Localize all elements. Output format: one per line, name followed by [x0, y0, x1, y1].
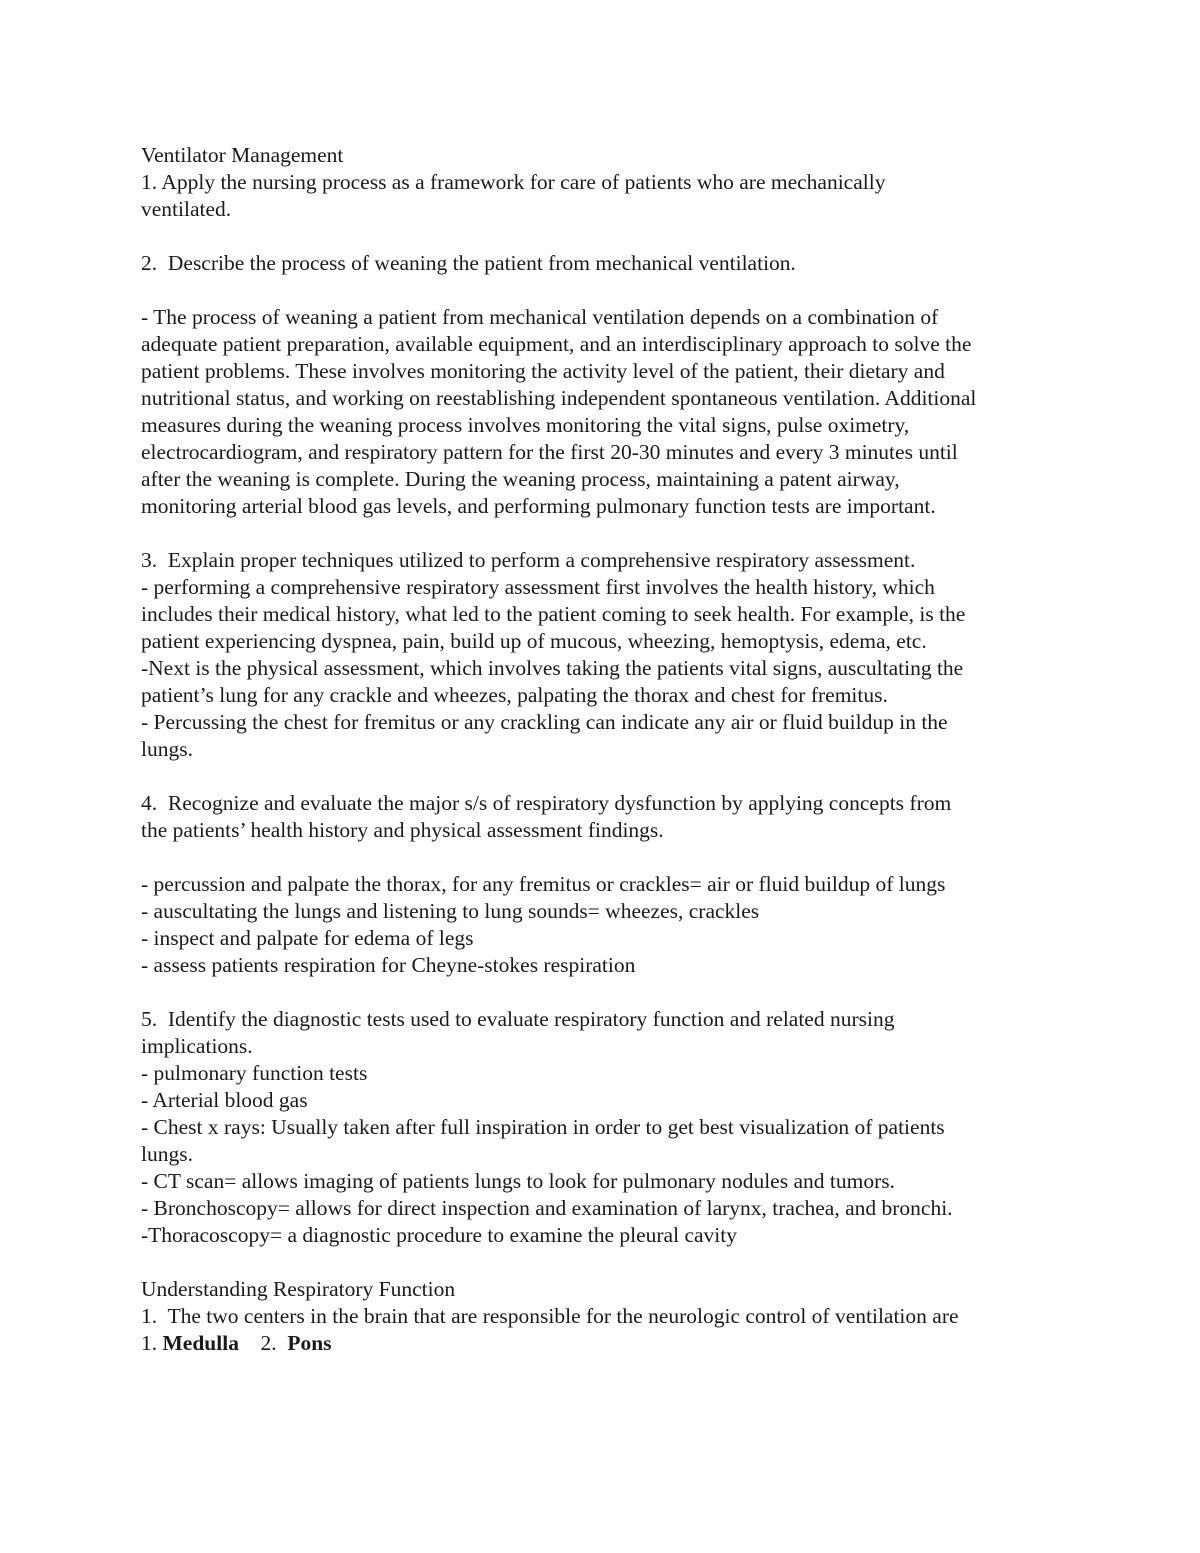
answer-3-line-3: patient experiencing dyspnea, pain, build up of mucous, wheezing, hemoptysis, edema, etc.	[141, 629, 927, 653]
answer-5-line-1: - pulmonary function tests	[141, 1061, 368, 1085]
answer-3-line-4: -Next is the physical assessment, which involves taking the patients vital signs, auscultating the	[141, 656, 964, 680]
section-2-answer-line	[141, 1330, 1080, 1357]
answer-5-line-7: -Thoracoscopy= a diagnostic procedure to examine the pleural cavity	[141, 1223, 737, 1247]
section-heading-ventilator-management: Ventilator Management	[141, 143, 344, 167]
question-1-line-2: ventilated.	[141, 197, 232, 221]
question-5-line-1: 5. Identify the diagnostic tests used to evaluate respiratory function and related nursing	[141, 1007, 895, 1031]
answer-3-line-6: - Percussing the chest for fremitus or any crackling can indicate any air or fluid buildup in the	[141, 710, 948, 734]
question-2: 2. Describe the process of weaning the patient from mechanical ventilation.	[141, 251, 796, 275]
answer-2-line-6: electrocardiogram, and respiratory pattern for the first 20-30 minutes and every 3 minutes until	[141, 440, 958, 464]
answer-5-line-4: lungs.	[141, 1142, 193, 1166]
answer-5-line-2: - Arterial blood gas	[141, 1088, 308, 1112]
answer-5-line-5: - CT scan= allows imaging of patients lungs to look for pulmonary nodules and tumors.	[141, 1169, 895, 1193]
answer-3-line-2: includes their medical history, what led to the patient coming to seek health. For example, is the	[141, 602, 966, 626]
blank-line	[141, 223, 1080, 250]
answer-4-line-2: - auscultating the lungs and listening to lung sounds= wheezes, crackles	[141, 899, 760, 923]
blank-line	[141, 844, 1080, 871]
answer-2-line-1: - The process of weaning a patient from mechanical ventilation depends on a combination of	[141, 305, 939, 329]
answer-3-line-5: patient’s lung for any crackle and wheezes, palpating the thorax and chest for fremitus.	[141, 683, 888, 707]
answer-4-line-1: - percussion and palpate the thorax, for any fremitus or crackles= air or fluid buildup of lungs	[141, 872, 946, 896]
blank-line	[141, 979, 1080, 1006]
answer-2-line-8: monitoring arterial blood gas levels, and performing pulmonary function tests are important.	[141, 494, 936, 518]
blank-line	[141, 277, 1080, 304]
answer-3-line-1: - performing a comprehensive respiratory assessment first involves the health history, which	[141, 575, 935, 599]
question-1-line-1: 1. Apply the nursing process as a framework for care of patients who are mechanically	[141, 170, 886, 194]
answer-2-line-3: patient problems. These involves monitoring the activity level of the patient, their dietary and	[141, 359, 945, 383]
answer-2-line-5: measures during the weaning process involves monitoring the vital signs, pulse oximetry,	[141, 413, 910, 437]
answer-pons: Pons	[287, 1331, 332, 1355]
answer-5-line-3: - Chest x rays: Usually taken after full inspiration in order to get best visualization of patients	[141, 1115, 945, 1139]
blank-line	[141, 1249, 1080, 1276]
answer-medulla: Medulla	[162, 1331, 239, 1355]
section-heading-respiratory-function: Understanding Respiratory Function	[141, 1277, 456, 1301]
answer-5-line-6: - Bronchoscopy= allows for direct inspection and examination of larynx, trachea, and bronchi.	[141, 1196, 953, 1220]
answer-4-line-3: - inspect and palpate for edema of legs	[141, 926, 474, 950]
answer-2-line-7: after the weaning is complete. During the weaning process, maintaining a patent airway,	[141, 467, 900, 491]
answer-prefix-2: 2.	[238, 1331, 288, 1355]
answer-4-line-4: - assess patients respiration for Cheyne-stokes respiration	[141, 953, 636, 977]
question-3: 3. Explain proper techniques utilized to perform a comprehensive respiratory assessment.	[141, 548, 916, 572]
section-2-question-1: 1. The two centers in the brain that are responsible for the neurologic control of ventilation are	[141, 1304, 959, 1328]
question-4-line-2: the patients’ health history and physical assessment findings.	[141, 818, 664, 842]
answer-3-line-7: lungs.	[141, 737, 193, 761]
blank-line	[141, 763, 1080, 790]
blank-line	[141, 520, 1080, 547]
question-4-line-1: 4. Recognize and evaluate the major s/s of respiratory dysfunction by applying concepts from	[141, 791, 952, 815]
answer-prefix-1: 1.	[141, 1331, 163, 1355]
question-5-line-2: implications.	[141, 1034, 253, 1058]
answer-2-line-2: adequate patient preparation, available equipment, and an interdisciplinary approach to solve the	[141, 332, 972, 356]
answer-2-line-4: nutritional status, and working on reestablishing independent spontaneous ventilation. Additional	[141, 386, 977, 410]
